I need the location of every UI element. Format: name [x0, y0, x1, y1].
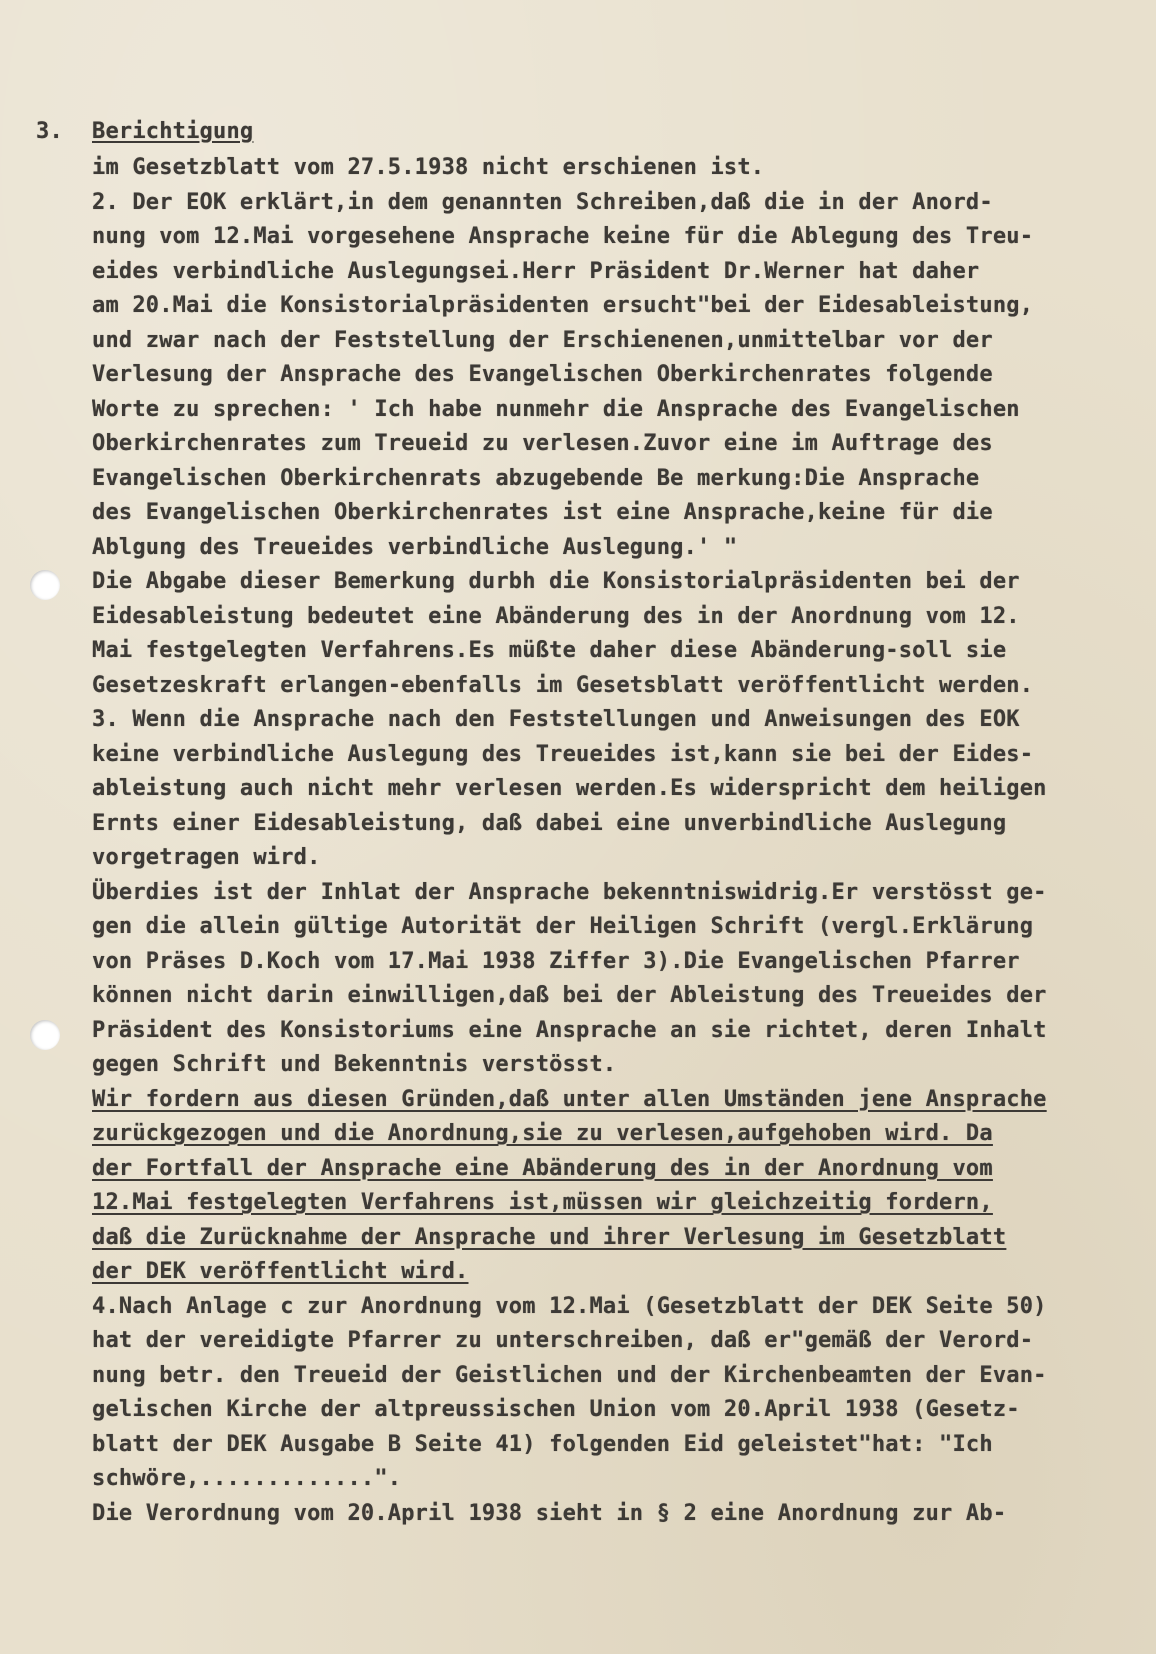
text-line: von Präses D.Koch vom 17.Mai 1938 Ziffer 3).Die Evangelischen Pfarrer	[92, 948, 1020, 974]
text-line: Gesetzeskraft erlangen-ebenfalls im Gesetsblatt veröffentlicht werden.	[92, 672, 1034, 698]
text-line: keine verbindliche Auslegung des Treueides ist,kann sie bei der Eides-	[92, 741, 1034, 767]
text-line: Verlesung der Ansprache des Evangelischen Oberkirchenrates folgende	[92, 362, 993, 387]
text-line: schwöre,.............".	[92, 1466, 402, 1491]
text-line: im Gesetzblatt vom 27.5.1938 nicht erschienen ist.	[92, 155, 765, 180]
underlined-demand-line: der Fortfall der Ansprache eine Abänderung des in der Anordnung vom	[92, 1155, 993, 1181]
text-line: Mai festgelegten Verfahrens.Es müßte daher diese Abänderung-soll sie	[92, 638, 1007, 663]
punch-hole	[30, 1020, 60, 1050]
text-line: Präsident des Konsistoriums eine Ansprache an sie richtet, deren Inhalt	[92, 1017, 1047, 1043]
text-line: des Evangelischen Oberkirchenrates ist eine Ansprache,keine für die	[92, 500, 993, 525]
text-line: gegen Schrift und Bekenntnis verstösst.	[92, 1052, 617, 1077]
underlined-demand-line: zurückgezogen und die Anordnung,sie zu verlesen,aufgehoben wird. Da	[92, 1121, 993, 1146]
text-line: können nicht darin einwilligen,daß bei der Ableistung des Treueides der	[92, 983, 1047, 1008]
text-line: Ernts einer Eidesableistung, daß dabei eine unverbindliche Auslegung	[92, 810, 1007, 836]
text-line: Ablgung des Treueides verbindliche Auslegung.' "	[92, 534, 738, 560]
text-line: gelischen Kirche der altpreussischen Union vom 20.April 1938 (Gesetz-	[92, 1397, 1020, 1422]
section-number: 3.	[36, 119, 63, 144]
text-line: eides verbindliche Auslegungsei.Herr Präsident Dr.Werner hat daher	[92, 258, 980, 284]
text-line: Überdies ist der Inhlat der Ansprache bekenntniswidrig.Er verstösst ge-	[92, 879, 1047, 905]
text-line: Oberkirchenrates zum Treueid zu verlesen.Zuvor eine im Auftrage des	[92, 431, 993, 456]
text-line: blatt der DEK Ausgabe B Seite 41) folgenden Eid geleistet"hat: "Ich	[92, 1431, 993, 1457]
text-line: Worte zu sprechen: ' Ich habe nunmehr die Ansprache des Evangelischen	[92, 396, 1020, 422]
heading-title: Berichtigung	[92, 119, 254, 144]
text-line: Die Abgabe dieser Bemerkung durbh die Konsistorialpräsidenten bei der	[92, 569, 1020, 594]
text-line: am 20.Mai die Konsistorialpräsidenten ersucht"bei der Eidesableistung,	[92, 293, 1034, 318]
text-line: ableistung auch nicht mehr verlesen werden.Es widerspricht dem heiligen	[92, 776, 1047, 801]
text-line: nung vom 12.Mai vorgesehene Ansprache keine für die Ablegung des Treu-	[92, 224, 1034, 249]
underlined-demand-line: daß die Zurücknahme der Ansprache und ihrer Verlesung im Gesetzblatt	[92, 1224, 1007, 1250]
text-line: 3. Wenn die Ansprache nach den Feststellungen und Anweisungen des EOK	[92, 707, 1020, 732]
text-line: hat der vereidigte Pfarrer zu unterschreiben, daß er"gemäß der Verord-	[92, 1328, 1034, 1353]
text-line: nung betr. den Treueid der Geistlichen und der Kirchenbeamten der Evan-	[92, 1362, 1047, 1388]
underlined-demand-line: 12.Mai festgelegten Verfahrens ist,müssen wir gleichzeitig fordern,	[92, 1190, 993, 1215]
text-line: und zwar nach der Feststellung der Erschienenen,unmittelbar vor der	[92, 327, 993, 353]
typewritten-text	[36, 113, 1132, 1531]
text-line: 2. Der EOK erklärt,in dem genannten Schreiben,daß die in der Anord-	[92, 189, 993, 215]
punch-hole	[30, 570, 60, 600]
text-line: 4.Nach Anlage c zur Anordnung vom 12.Mai (Gesetzblatt der DEK Seite 50)	[92, 1293, 1047, 1319]
text-line: Eidesableistung bedeutet eine Abänderung des in der Anordnung vom 12.	[92, 603, 1020, 629]
text-line: Die Verordnung vom 20.April 1938 sieht in § 2 eine Anordnung zur Ab-	[92, 1500, 1007, 1526]
section-heading	[36, 113, 1132, 151]
underlined-demand-line: der DEK veröffentlicht wird.	[92, 1259, 469, 1284]
text-line: vorgetragen wird.	[92, 845, 321, 870]
text-line: gen die allein gültige Autorität der Heiligen Schrift (vergl.Erklärung	[92, 914, 1034, 939]
text-line: Evangelischen Oberkirchenrats abzugebende Be merkung:Die Ansprache	[92, 465, 980, 491]
underlined-demand-line: Wir fordern aus diesen Gründen,daß unter allen Umständen jene Ansprache	[92, 1086, 1047, 1112]
